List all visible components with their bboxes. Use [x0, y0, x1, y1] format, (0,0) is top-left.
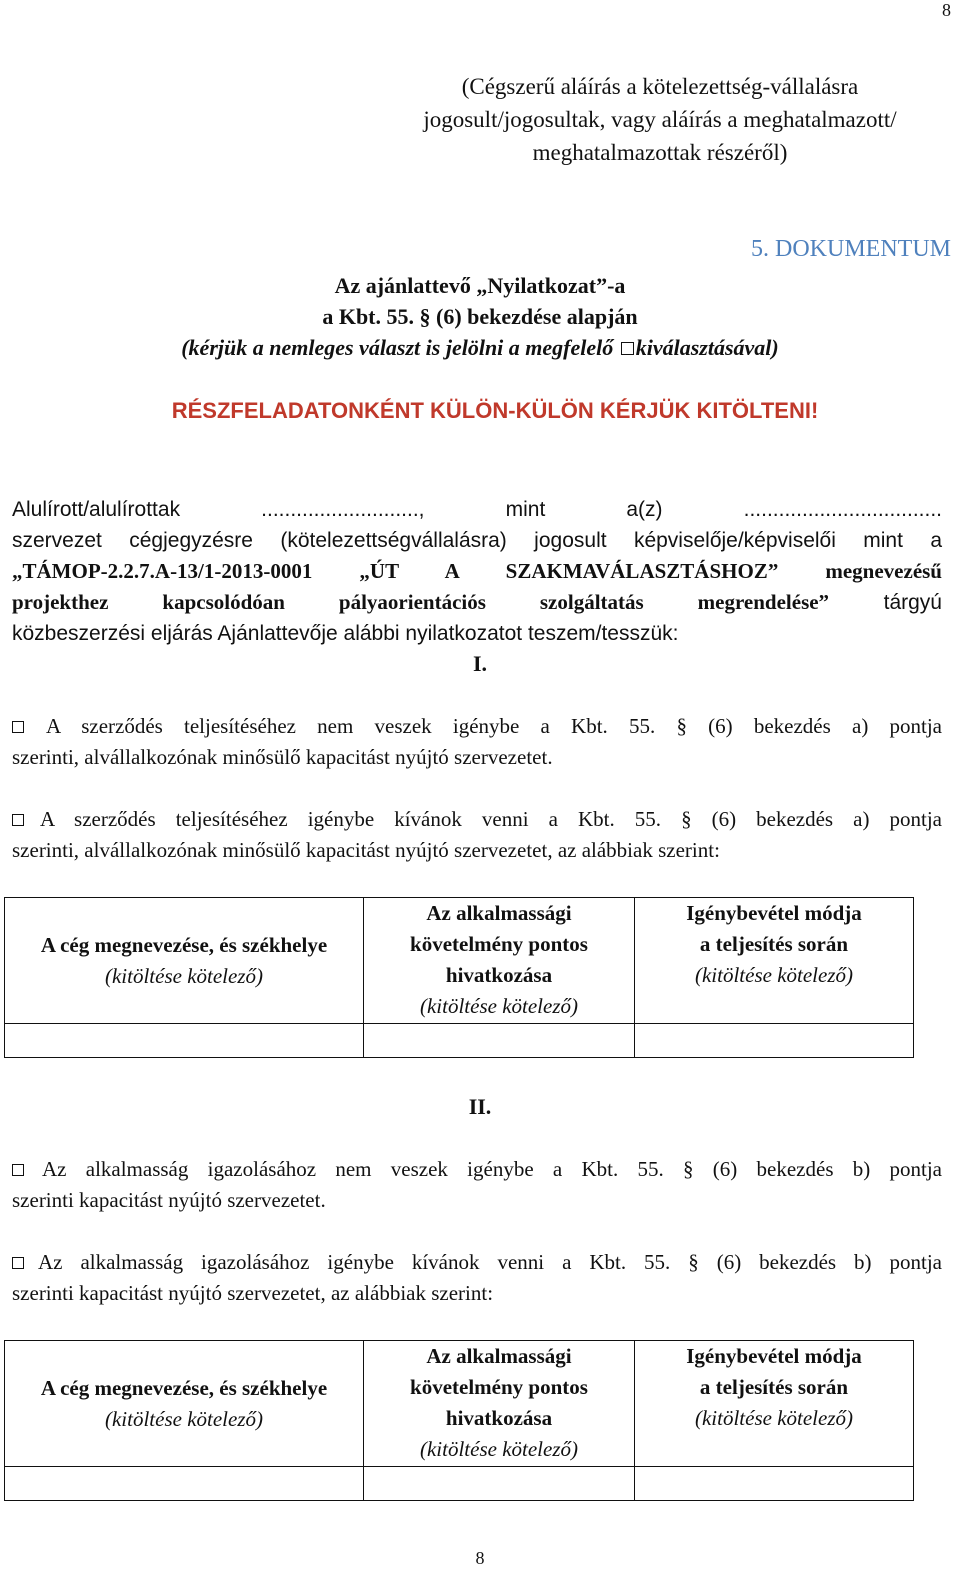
option-1-line-2: szerinti, alvállalkozónak minősülő kapacitást nyújtó szervezetet.: [12, 745, 553, 769]
intro-dots-1: ...........................,: [261, 498, 425, 521]
header-note: (kitöltése kötelező): [694, 963, 853, 987]
capacity-provider-table: [4, 1340, 914, 1501]
option-1-line-1: [12, 711, 942, 742]
heading-line-3: [100, 332, 860, 363]
section-1-option-2[interactable]: [12, 804, 942, 866]
intro-line-3: „TÁMOP-2.2.7.A-13/1-2013-0001 „ÚT A SZAKMAVÁLASZTÁSHOZ” megnevezésű: [12, 559, 942, 583]
header-note: (kitöltése kötelező): [419, 1437, 578, 1461]
intro-paragraph: [12, 494, 942, 649]
section-2-option-2[interactable]: [12, 1247, 942, 1309]
intro-dots-2: ..................................: [743, 498, 942, 521]
header-note: (kitöltése kötelező): [419, 994, 578, 1018]
header-text: hivatkozása: [445, 963, 553, 987]
header-text: Igénybevétel módja: [686, 1344, 862, 1368]
header-requirement: [364, 898, 635, 1024]
option-2-line-2: szerinti, alvállalkozónak minősülő kapacitást nyújtó szervezetet, az alábbiak szerint:: [12, 838, 720, 862]
fill-per-part-notice: RÉSZFELADATONKÉNT KÜLÖN-KÜLÖN KÉRJÜK KITÖLTENI!: [171, 398, 819, 423]
intro-text-a: Alulírott/alulírottak: [12, 498, 181, 521]
checkbox-icon[interactable]: [12, 814, 24, 826]
option-text: Az alkalmasság igazolásához nem veszek igénybe a Kbt. 55. § (6) bekezdés b) pontja: [42, 1157, 942, 1181]
intro-text-mint: mint: [505, 498, 546, 521]
section-2-title: II.: [468, 1094, 492, 1119]
heading-line-3-before: (kérjük a nemleges választ is jelölni a megfelelő: [181, 335, 619, 360]
project-title: projekthez kapcsolódóan pályaorientációs szolgáltatás megrendelése”: [12, 590, 830, 614]
header-text: a teljesítés során: [699, 932, 849, 956]
section-1-title: I.: [472, 651, 488, 676]
header-text: A cég megnevezése, és székhelye: [40, 932, 328, 957]
table-cell-input[interactable]: [635, 1024, 914, 1058]
checkbox-icon[interactable]: [12, 1164, 24, 1176]
intro-text-az: a(z): [626, 498, 663, 521]
section-1-option-1[interactable]: [12, 711, 942, 773]
checkbox-icon[interactable]: [12, 721, 24, 733]
checkbox-symbol-icon: [621, 342, 634, 355]
header-company: [5, 898, 364, 1024]
option-text: A szerződés teljesítéséhez igénybe kívánok venni a Kbt. 55. § (6) bekezdés a) pontja: [40, 807, 942, 831]
header-text: Az alkalmassági: [426, 1344, 572, 1368]
intro-line-4: [12, 587, 942, 618]
checkbox-icon[interactable]: [12, 1257, 24, 1269]
header-text: Igénybevétel módja: [686, 901, 862, 925]
header-note: (kitöltése kötelező): [694, 1406, 853, 1430]
intro-tail: tárgyú: [883, 591, 942, 614]
intro-line-2: szervezet cégjegyzésre (kötelezettségvállalásra) jogosult képviselője/képviselői mint a: [12, 529, 942, 552]
table-cell-input[interactable]: [635, 1467, 914, 1501]
subcontractor-table: [4, 897, 914, 1058]
page-number-top: 8: [942, 0, 951, 20]
header-text: a teljesítés során: [699, 1375, 849, 1399]
option-1-line-1: [12, 1154, 942, 1185]
table-cell-input[interactable]: [364, 1467, 635, 1501]
signature-note: (Cégszerű aláírás a kötelezettség-vállalásra jogosult/jogosultak, vagy aláírás a meghatalmazott/ meghatalmazottak részéről): [423, 74, 897, 165]
option-2-line-1: [12, 1247, 942, 1278]
header-text: Az alkalmassági: [426, 901, 572, 925]
header-usage-mode: [635, 1341, 914, 1467]
declaration-heading: [100, 270, 860, 363]
page-number-bottom: 8: [475, 1548, 485, 1568]
table-cell-input[interactable]: [5, 1467, 364, 1501]
intro-line-5: közbeszerzési eljárás Ajánlattevője alábbi nyilatkozatot teszem/tesszük:: [12, 622, 679, 645]
header-note: (kitöltése kötelező): [104, 963, 263, 988]
document-label: 5. DOKUMENTUM: [751, 236, 951, 262]
option-1-line-2: szerinti kapacitást nyújtó szervezetet.: [12, 1188, 326, 1212]
heading-line-3-after: kiválasztásával): [635, 335, 779, 360]
header-company: [5, 1341, 364, 1467]
option-2-line-2: szerinti kapacitást nyújtó szervezetet, az alábbiak szerint:: [12, 1281, 494, 1305]
header-note: (kitöltése kötelező): [104, 1406, 263, 1431]
heading-line-2: a Kbt. 55. § (6) bekezdése alapján: [322, 304, 638, 329]
header-text: A cég megnevezése, és székhelye: [40, 1375, 328, 1400]
intro-line-1: [12, 494, 942, 525]
table-cell-input[interactable]: [364, 1024, 635, 1058]
table-cell-input[interactable]: [5, 1024, 364, 1058]
header-text: követelmény pontos: [410, 932, 588, 956]
header-usage-mode: [635, 898, 914, 1024]
header-text: követelmény pontos: [410, 1375, 588, 1399]
heading-line-1: Az ajánlattevő „Nyilatkozat”-a: [334, 273, 626, 298]
section-2-option-1[interactable]: [12, 1154, 942, 1216]
header-requirement: [364, 1341, 635, 1467]
header-text: hivatkozása: [445, 1406, 553, 1430]
option-2-line-1: [12, 804, 942, 835]
option-text: Az alkalmasság igazolásához igénybe kívánok venni a Kbt. 55. § (6) bekezdés b) pontja: [38, 1250, 942, 1274]
option-text: A szerződés teljesítéséhez nem veszek igénybe a Kbt. 55. § (6) bekezdés a) pontja: [46, 714, 942, 738]
